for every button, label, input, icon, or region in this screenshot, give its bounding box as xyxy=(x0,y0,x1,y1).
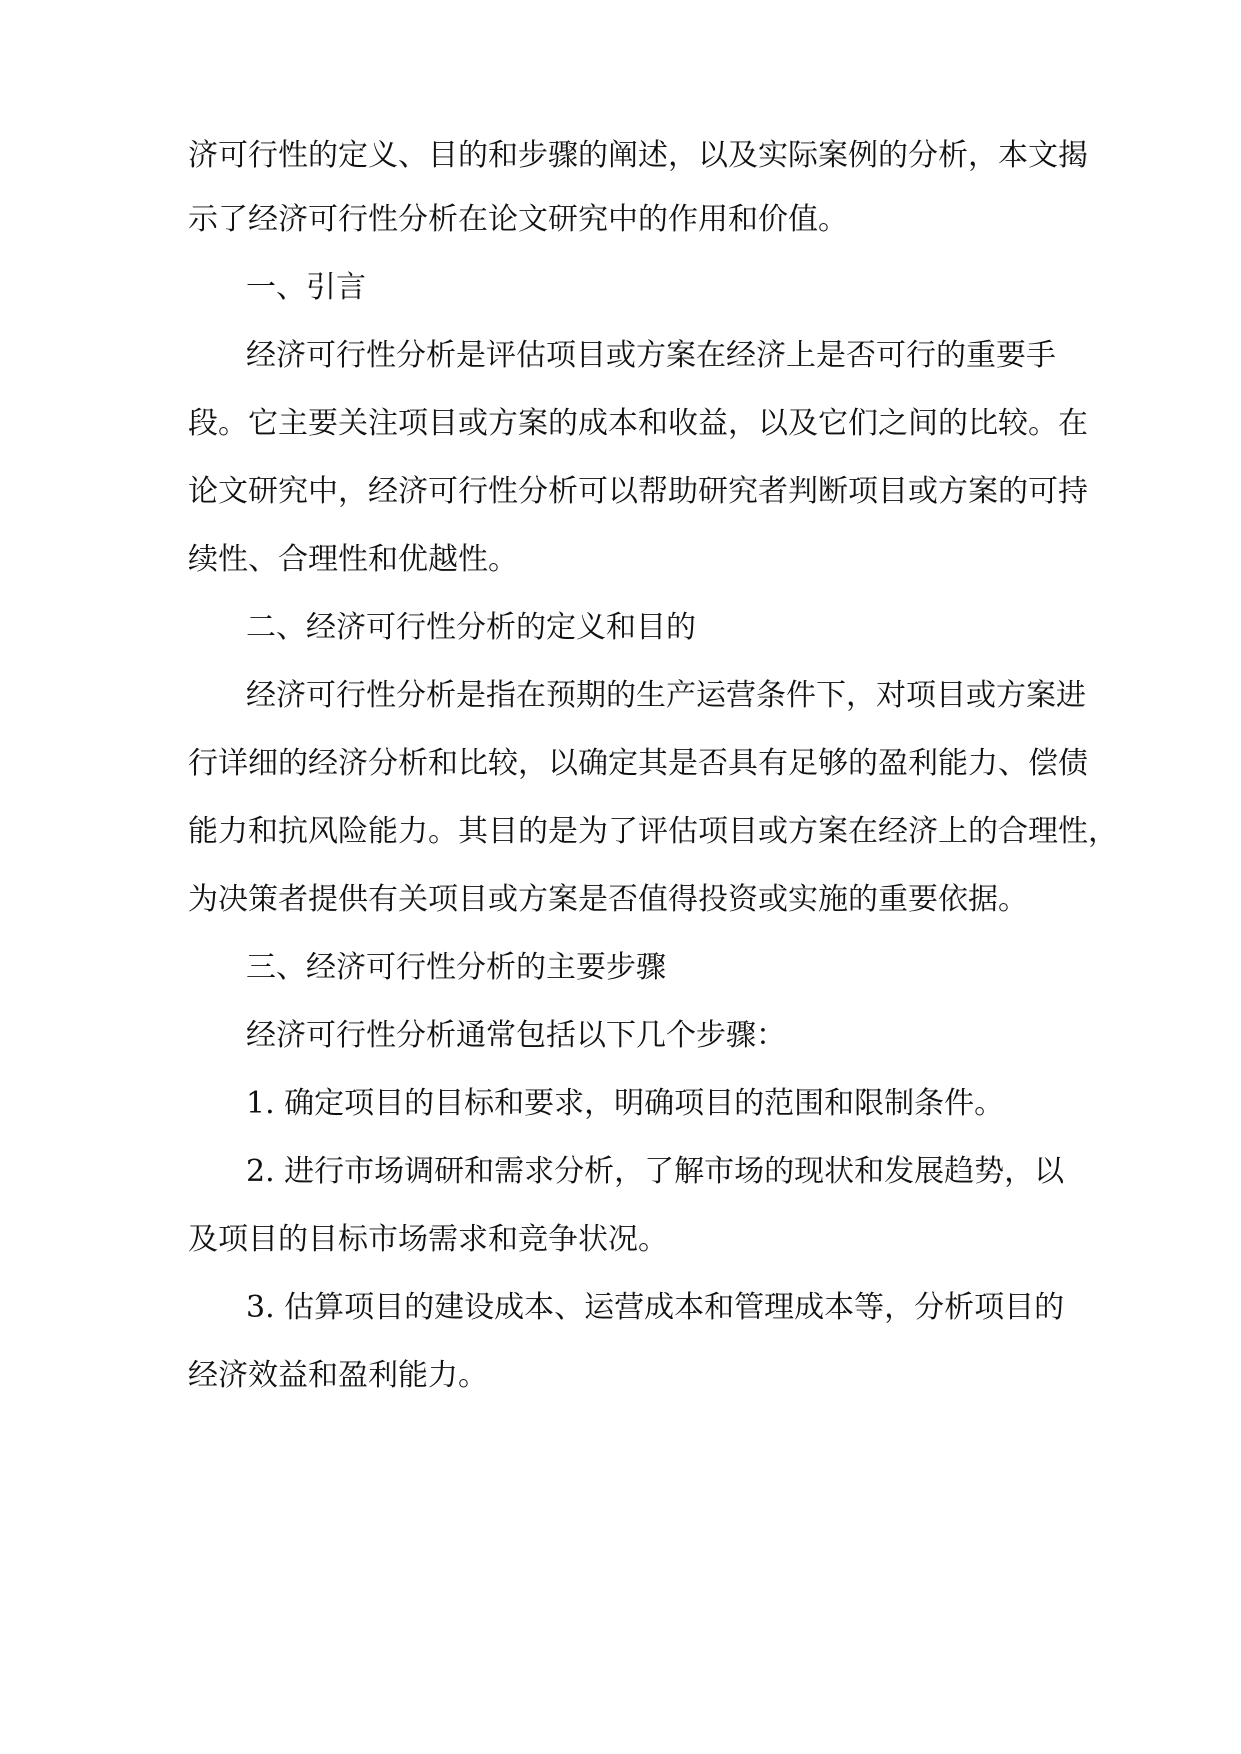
list-item-3-continued: 经济效益和盈利能力。 xyxy=(188,1358,488,1393)
paragraph-line: 示了经济可行性分析在论文研究中的作用和价值。 xyxy=(188,202,848,237)
list-item-2-continued: 及项目的目标市场需求和竞争状况。 xyxy=(188,1222,668,1257)
list-item-3: 3. 估算项目的建设成本、运营成本和管理成本等，分析项目的 xyxy=(246,1290,1065,1325)
paragraph-line: 续性、合理性和优越性。 xyxy=(188,542,518,577)
list-item-1: 1. 确定项目的目标和要求，明确项目的范围和限制条件。 xyxy=(246,1086,1005,1121)
paragraph-line: 济可行性的定义、目的和步骤的阐述，以及实际案例的分析，本文揭 xyxy=(188,138,1088,173)
paragraph-line: 为决策者提供有关项目或方案是否值得投资或实施的重要依据。 xyxy=(188,882,1028,917)
section-heading-introduction: 一、引言 xyxy=(246,270,366,305)
paragraph-line: 经济可行性分析是评估项目或方案在经济上是否可行的重要手 xyxy=(246,338,1056,373)
list-item-2: 2. 进行市场调研和需求分析，了解市场的现状和发展趋势，以 xyxy=(246,1154,1065,1189)
section-heading-steps: 三、经济可行性分析的主要步骤 xyxy=(246,950,666,985)
paragraph-line: 行详细的经济分析和比较，以确定其是否具有足够的盈利能力、偿债 xyxy=(188,746,1088,781)
paragraph-line: 经济可行性分析是指在预期的生产运营条件下，对项目或方案进 xyxy=(246,678,1086,713)
section-heading-definition: 二、经济可行性分析的定义和目的 xyxy=(246,610,696,645)
paragraph-line: 经济可行性分析通常包括以下几个步骤： xyxy=(246,1018,786,1053)
paragraph-line: 能力和抗风险能力。其目的是为了评估项目或方案在经济上的合理性， xyxy=(188,814,1118,849)
paragraph-line: 段。它主要关注项目或方案的成本和收益，以及它们之间的比较。在 xyxy=(188,406,1088,441)
paragraph-line: 论文研究中，经济可行性分析可以帮助研究者判断项目或方案的可持 xyxy=(188,474,1088,509)
